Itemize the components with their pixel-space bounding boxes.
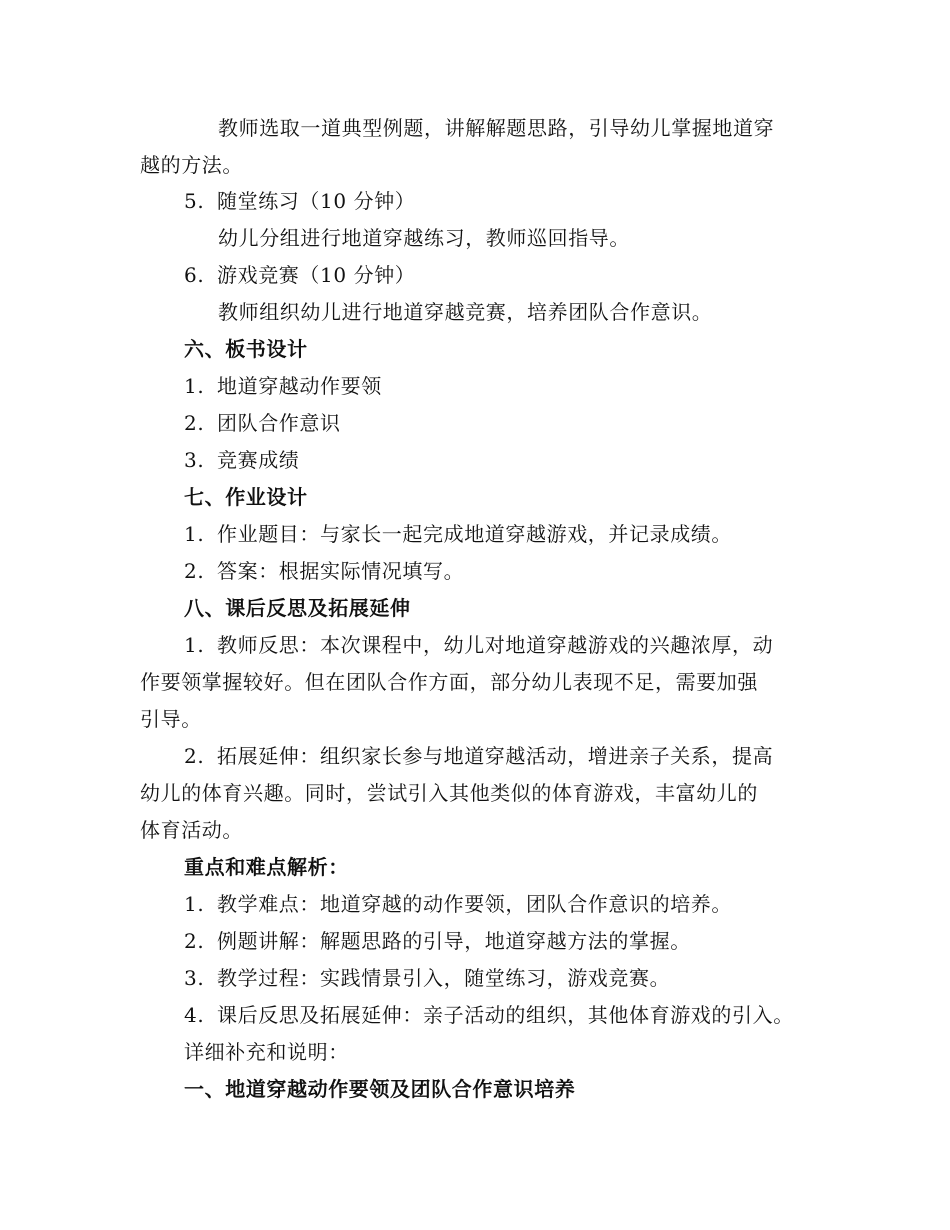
list-text: 地道穿越动作要领: [217, 374, 382, 398]
list-text: 作业题目：与家长一起完成地道穿越游戏，并记录成绩。: [217, 522, 732, 546]
paragraph-line: 作要领掌握较好。但在团队合作方面，部分幼儿表现不足，需要加强: [140, 670, 758, 694]
list-text: 团队合作意识: [217, 411, 341, 435]
step-heading: [184, 187, 415, 215]
paragraph-line: 教师选取一道典型例题，讲解解题思路，引导幼儿掌握地道穿: [218, 116, 775, 140]
list-text: 随堂练习（10 分钟）: [217, 189, 416, 213]
list-number: 1.: [184, 374, 205, 398]
list-item: [184, 372, 382, 400]
list-text: 例题讲解：解题思路的引导，地道穿越方法的掌握。: [217, 929, 691, 953]
paragraph-line: 体育活动。: [140, 818, 243, 842]
list-text: 教学难点：地道穿越的动作要领，团队合作意识的培养。: [217, 892, 732, 916]
list-text: 竞赛成绩: [217, 448, 300, 472]
paragraph-line: 教师组织幼儿进行地道穿越竞赛，培养团队合作意识。: [218, 300, 713, 324]
list-item: [184, 631, 773, 659]
list-item: [184, 890, 732, 918]
list-number: 3.: [184, 966, 205, 990]
step-heading: [184, 261, 415, 289]
paragraph-line: 幼儿分组进行地道穿越练习，教师巡回指导。: [218, 226, 630, 250]
section-heading: 重点和难点解析：: [184, 855, 349, 879]
list-number: 2.: [184, 744, 205, 768]
supplement-label: 详细补充和说明：: [184, 1040, 349, 1064]
list-text: 课后反思及拓展延伸：亲子活动的组织，其他体育游戏的引入。: [217, 1003, 794, 1027]
list-number: 6.: [184, 263, 205, 287]
list-number: 4.: [184, 1003, 205, 1027]
list-item: [184, 409, 341, 437]
list-number: 1.: [184, 892, 205, 916]
list-text: 游戏竞赛（10 分钟）: [217, 263, 416, 287]
list-text: 教学过程：实践情景引入，随堂练习，游戏竞赛。: [217, 966, 671, 990]
section-heading: 六、板书设计: [184, 337, 308, 361]
paragraph-line: 引导。: [140, 707, 202, 731]
list-number: 2.: [184, 559, 205, 583]
paragraph-line: 越的方法。: [140, 153, 243, 177]
list-number: 2.: [184, 411, 205, 435]
list-number: 5.: [184, 189, 205, 213]
section-heading: 七、作业设计: [184, 485, 308, 509]
list-text: 拓展延伸：组织家长参与地道穿越活动，增进亲子关系，提高: [217, 744, 774, 768]
list-item: [184, 1001, 794, 1029]
list-item: [184, 927, 691, 955]
section-heading: 一、地道穿越动作要领及团队合作意识培养: [184, 1077, 576, 1101]
paragraph-line: 幼儿的体育兴趣。同时，尝试引入其他类似的体育游戏，丰富幼儿的: [140, 781, 758, 805]
list-item: [184, 964, 670, 992]
section-heading: 八、课后反思及拓展延伸: [184, 596, 411, 620]
list-text: 教师反思：本次课程中，幼儿对地道穿越游戏的兴趣浓厚，动: [217, 633, 774, 657]
list-number: 3.: [184, 448, 205, 472]
list-text: 答案：根据实际情况填写。: [217, 559, 465, 583]
list-item: [184, 446, 299, 474]
list-item: [184, 742, 773, 770]
list-number: 1.: [184, 522, 205, 546]
list-item: [184, 520, 732, 548]
list-number: 2.: [184, 929, 205, 953]
list-item: [184, 557, 464, 585]
list-number: 1.: [184, 633, 205, 657]
